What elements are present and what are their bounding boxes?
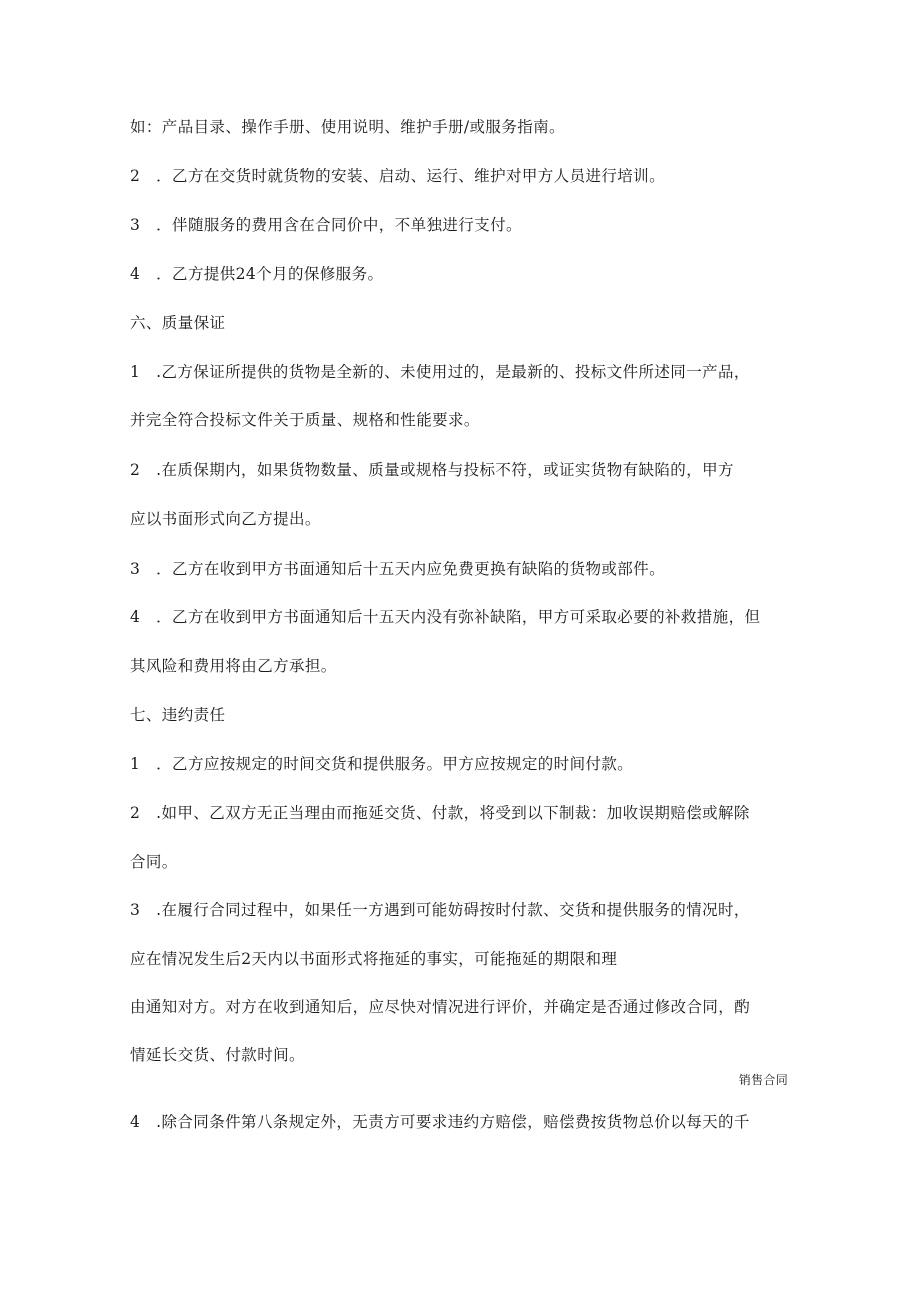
text-line: 其风险和费用将由乙方承担。 [130, 657, 337, 675]
text-line: 2 .在质保期内，如果货物数量、质量或规格与投标不符，或证实货物有缺陷的，甲方 [130, 461, 734, 479]
text-line: 如：产品目录、操作手册、使用说明、维护手册/或服务指南。 [130, 118, 565, 136]
text-line: 3 .在履行合同过程中，如果任一方遇到可能妨碍按时付款、交货和提供服务的情况时， [130, 901, 750, 919]
text-line: 4 ．乙方在收到甲方书面通知后十五天内没有弥补缺陷，甲方可采取必要的补救措施，但 [130, 608, 761, 626]
text-line: 2 .如甲、乙双方无正当理由而拖延交货、付款，将受到以下制裁：加收误期赔偿或解除 [130, 804, 750, 822]
text-line: 应以书面形式向乙方提出。 [130, 510, 321, 528]
text-line: 1 ．乙方应按规定的时间交货和提供服务。甲方应按规定的时间付款。 [130, 755, 634, 773]
text-line: 合同。 [130, 853, 178, 871]
text-line: 1 .乙方保证所提供的货物是全新的、未使用过的，是最新的、投标文件所述同一产品， [130, 363, 750, 381]
text-line: 4 ．乙方提供24个月的保修服务。 [130, 265, 384, 283]
text-line: 4 .除合同条件第八条规定外，无责方可要求违约方赔偿，赔偿费按货物总价以每天的千 [130, 1113, 750, 1131]
section-heading: 七、违约责任 [130, 706, 226, 724]
text-line: 3 ．乙方在收到甲方书面通知后十五天内应免费更换有缺陷的货物或部件。 [130, 560, 665, 578]
text-line: 情延长交货、付款时间。 [130, 1046, 305, 1064]
text-line: 应在情况发生后2天内以书面形式将拖延的事实，可能拖延的期限和理 [130, 950, 618, 968]
text-line: 3 ．伴随服务的费用含在合同价中，不单独进行支付。 [130, 216, 522, 234]
section-heading: 六、质量保证 [130, 314, 226, 332]
text-line: 2 ．乙方在交货时就货物的安装、启动、运行、维护对甲方人员进行培训。 [130, 167, 665, 185]
page-footer-label: 销售合同 [738, 1073, 788, 1087]
text-line: 由通知对方。对方在收到通知后，应尽快对情况进行评价，并确定是否通过修改合同，酌 [130, 998, 751, 1016]
text-line: 并完全符合投标文件关于质量、规格和性能要求。 [130, 411, 480, 429]
